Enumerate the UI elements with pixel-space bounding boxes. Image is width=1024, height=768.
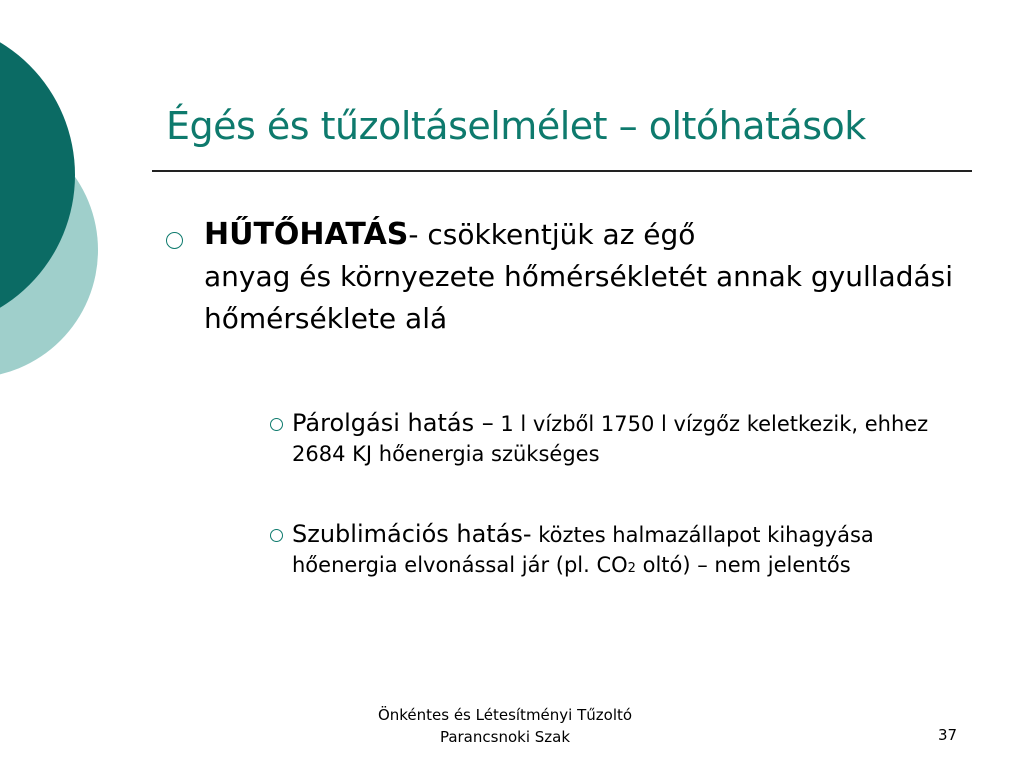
bullet-text-line1: csökkentjük az égő bbox=[418, 218, 696, 251]
circle-bullet-icon bbox=[270, 529, 283, 542]
subbullet-lead: Szublimációs hatás- bbox=[292, 520, 532, 548]
co2-subscript: 2 bbox=[627, 561, 636, 576]
circle-bullet-icon bbox=[270, 418, 283, 431]
footer-line1: Önkéntes és Létesítményi Tűzoltó bbox=[377, 706, 633, 724]
subbullet-lead: Párolgási hatás – bbox=[292, 409, 494, 437]
decorative-circles bbox=[0, 0, 110, 420]
slide-footer bbox=[330, 704, 680, 748]
main-bullet-text bbox=[204, 214, 964, 340]
footer-line2: Parancsnoki Szak bbox=[439, 728, 571, 746]
circle-bullet-icon bbox=[166, 232, 183, 249]
page-number: 37 bbox=[938, 726, 958, 744]
subbullet-body-a: köztes halmazállapot kihagyása hőenergia elvonással jár (pl. CO bbox=[292, 523, 874, 577]
subbullet-body: 1 l vízből 1750 l vízgőz keletkezik, ehhez 2684 KJ hőenergia szükséges bbox=[292, 412, 929, 466]
bullet-heading: HŰTŐHATÁS bbox=[204, 217, 409, 252]
title-divider bbox=[152, 170, 972, 172]
bullet-text-rest: anyag és környezete hőmérsékletét annak gyulladási hőmérséklete alá bbox=[204, 260, 953, 335]
slide-title: Égés és tűzoltáselmélet – oltóhatások bbox=[166, 104, 866, 148]
bullet-dash: - bbox=[408, 218, 419, 251]
subbullet-body-b: oltó) – nem jelentős bbox=[635, 553, 851, 577]
subbullet-text bbox=[292, 408, 952, 469]
subbullet-text bbox=[292, 519, 952, 584]
